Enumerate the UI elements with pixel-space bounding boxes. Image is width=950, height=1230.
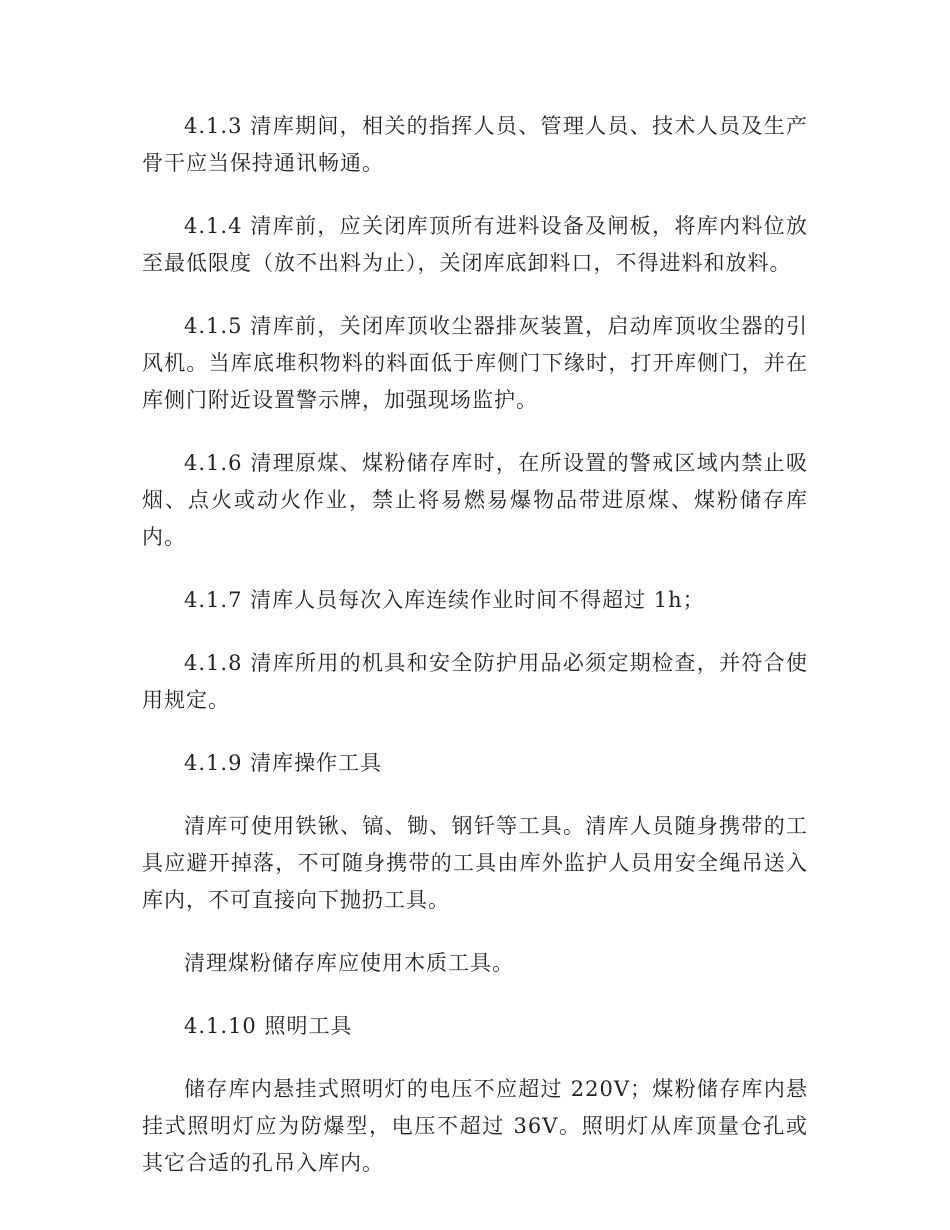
paragraph-4-1-3: 4.1.3 清库期间，相关的指挥人员、管理人员、技术人员及生产骨干应当保持通讯畅通。 xyxy=(142,114,808,175)
section-heading-4-1-10: 4.1.10 照明工具 xyxy=(184,1014,353,1038)
paragraph-4-1-4: 4.1.4 清库前，应关闭库顶所有进料设备及闸板，将库内料位放至最低限度（放不出料为止），关闭库底卸料口，不得进料和放料。 xyxy=(142,214,808,275)
document-body xyxy=(142,108,808,1182)
paragraph-4-1-6: 4.1.6 清理原煤、煤粉储存库时，在所设置的警戒区域内禁止吸烟、点火或动火作业，禁止将易燃易爆物品带进原煤、煤粉储存库内。 xyxy=(142,451,808,549)
section-heading-4-1-9: 4.1.9 清库操作工具 xyxy=(184,751,383,775)
paragraph-4-1-8: 4.1.8 清库所用的机具和安全防护用品必须定期检查，并符合使用规定。 xyxy=(142,651,808,712)
paragraph-4-1-7: 4.1.7 清库人员每次入库连续作业时间不得超过 1h； xyxy=(184,588,705,612)
paragraph-4-1-5: 4.1.5 清库前，关闭库顶收尘器排灰装置，启动库顶收尘器的引风机。当库底堆积物料的料面低于库侧门下缘时，打开库侧门，并在库侧门附近设置警示牌，加强现场监护。 xyxy=(142,314,808,412)
paragraph-lighting-voltage: 储存库内悬挂式照明灯的电压不应超过 220V；煤粉储存库内悬挂式照明灯应为防爆型，电压不超过 36V。照明灯从库顶量仓孔或其它合适的孔吊入库内。 xyxy=(142,1077,808,1175)
paragraph-wooden-tools: 清理煤粉储存库应使用木质工具。 xyxy=(184,951,514,975)
paragraph-tools-usage: 清库可使用铁锹、镐、锄、钢钎等工具。清库人员随身携带的工具应避开掉落，不可随身携带的工具由库外监护人员用安全绳吊送入库内，不可直接向下抛扔工具。 xyxy=(142,814,808,912)
